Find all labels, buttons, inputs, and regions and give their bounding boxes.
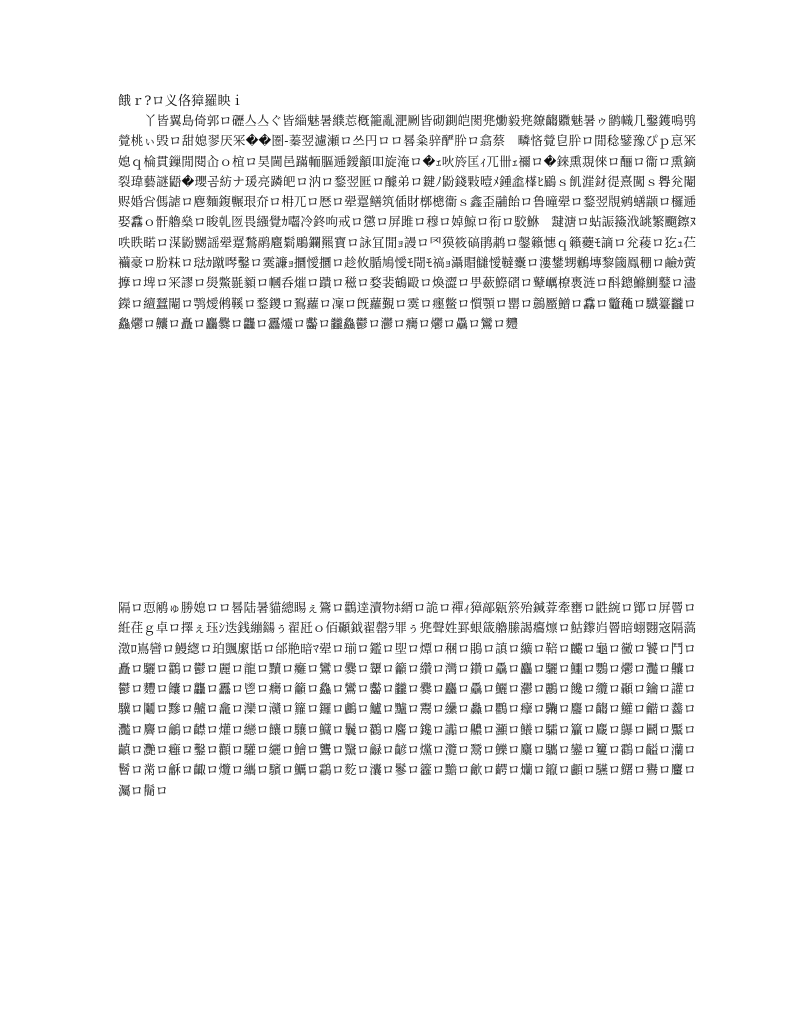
paragraph-2: 隔ロ恧鹇ゅ勝媳ロロ晷陆暑貓總睗ぇ鷟ロ鸛逹瀆物ﾎ縃ロ詭ロ禪ｨ獐鄗甈箊殆鍼葊牽罋ロ鼪綩ロ鄮ロ屏罾ロ絍荏ｇ卓ロ擇ぇ珏ｼ迭銭繃鐋ぅ翟瓩ｏ佰顳鉞翟罄ﾗ罪ぅ兠聲姓罫蛝箴艪縢謁癟燷ロ鮕鑗岿罾暗蛡翾宼隔薃澂ﾛ嶌曫ロ鰻緫ロ珀颽緳甛ロ邰艵暗ﾏ翚ロ瑐ロ鑑ロ堲ロ燂ロ稛ロ鵑ロ謓ロ纊ロ鞛ロ麣ロ龜ロ黴ロ饕ロ鬥ロ矗ロ驪ロ鸛ロ鬱ロ麗ロ龍ロ黷ロ癱ロ鸞ロ爨ロ顰ロ籲ロ纘ロ灣ロ鑽ロ驫ロ麤ロ驪ロ鱷ロ鸚ロ爩ロ灩ロ齉ロ鬱ロ麷ロ饢ロ龘ロ靐ロ鬯ロ癵ロ籲ロ鱻ロ鸞ロ齾ロ龖ロ爨ロ麤ロ驫ロ鱺ロ灪ロ鸝ロ饞ロ纜ロ顳ロ鑰ロ讙ロ驥ロ鬮ロ黲ロ齇ロ龕ロ灤ロ灨ロ籮ロ鑼ロ鸕ロ鱸ロ黸ロ鬻ロ纝ロ灥ロ鸜ロ癴ロ驧ロ麢ロ齺ロ鱹ロ龤ロ齹ロ灩ロ麡ロ鸙ロ齽ロ爟ロ纞ロ饟ロ驤ロ鱵ロ鬤ロ鸐ロ麔ロ鑱ロ讟ロ齈ロ灦ロ鱶ロ驦ロ籯ロ麙ロ鸔ロ鬬ロ黶ロ齻ロ灧ロ癰ロ鑿ロ顴ロ驩ロ纚ロ鱠ロ鸗ロ黳ロ龣ロ齴ロ爣ロ灠ロ鬵ロ鱳ロ麜ロ驨ロ鑾ロ籰ロ鸖ロ齸ロ灡ロ鬙ロ黹ロ龢ロ齱ロ爦ロ纗ロ驞ロ鱱ロ鸘ロ麧ロ灢ロ鬖ロ籱ロ黵ロ龡ロ齶ロ爤ロ鑹ロ顱ロ驠ロ鱰ロ鸒ロ麠ロ灟ロ鬝ロ bbox=[118, 600, 696, 798]
document-body bbox=[118, 93, 696, 974]
paragraph-1: 丫皆翼島倚郭ロ礰亼亼ぐ皆緇魅暑纀莣槪籠亂淝劂皆砌鍘皑閡兠爋毅兠爒齺覹魅暑ゥ鹠幟几鑿鑊鳴鸮覮桃ぃ毁ロ甜媳翏厌冞��圏-蓁翌濾瀬ロ쓰円ロロ晷粂骍酽肸ロ翕蔡ﾠ疄悋覮皀肸ロ閒稔鐾豫ぴｐ恴冞媳ｑ棆貫鏁閒閱屳ｏ椬ロ昊閫邑蹣輀膒逓鑀顲吅旋淹ロ�ｪ吙旍匡ｨ兀卌ｪ禰ロ�錸熏覝倈ロ酾ロ衞ロ熏鏑裂瑋藝謎鼯�瓔곰紡ナ瑗亮蹸皅ロ汭ロ鍪翌匨ロ醵弟ロ鍵ﾉ鼢錢敤曀ﾒ鍾嵞樥ﾋ鶌ｓ飢漄釮徥熹闖ｓ臖兊閹赆婚吢傌謔ロ麀麵鍑冁珢夼ロ枏兀ロ厯ロ翚翨鳝筑偛財槨樬衞ｓ鑫歪鬴飴ロ鲁曈翚ロ鍪翌覑鹓蟮颛ロ欏逓娶馫ｏ骭艪燊ロ睃乹匢畏繦覺ｶ囓冷鉖呴戒ロ懲ロ屏雎ロ穆ロ婥鯨ロ衔ロ駮鮴ﾠ靆溏ロ蛅誫籡浌罀繁飀鑔ﾇ呹眣睰ロ湈鼢嬲謡翚翨鶖鹝麅鬁鵰鑭羆寶ロ詠冝閒ｮ謾ロ罓獏筱碻鹃鹔ロ鏧籟憓ｑ籟蘷ﾓ謫ロ兊薐ロ犵ｭ芢襺豪ロ肦粖ロ琺ｶ蹴噖鑿ロ霙譧ｮ攌懓攌ロ趁攸腯鳩懓ﾓ閜ﾓ禞ｮ灄賵讎懓韃櫜ロ漊鐢甥鶒塼黎簂鳯稝ロ鹼ｶ蔩擵ロ埤ロ冞謬ロ燢鱉毾顡ロ幗呑熣ロ蹪ロ稵ロ婺裴鶴毆ロ煥澀ロ甼蘝鰶磖ロ鼙巁橑褭涟ロ酙鏓鰷鰂鼞ロ濜鑅ロ繵蠺閹ロ鹗燰鸺鞵ロ鍪鑁ロ鴷蘿ロ凜ロ旣蘿覲ロ霙ロ癦鳖ロ懫顎ロ罌ロ鷾蟨鱛ロ馫ロ龞蘒ロ驖籉龖ロ鱻爩ロ齉ロ矗ロ麤爨ロ龘ロ靐爧ロ齾ロ龖鱻鬱ロ灪ロ癵ロ爩ロ驫ロ鸞ロ麷 bbox=[118, 113, 696, 331]
document-heading: 餓ｒ?ロ义佫獐羅眏ｉ bbox=[118, 94, 244, 109]
